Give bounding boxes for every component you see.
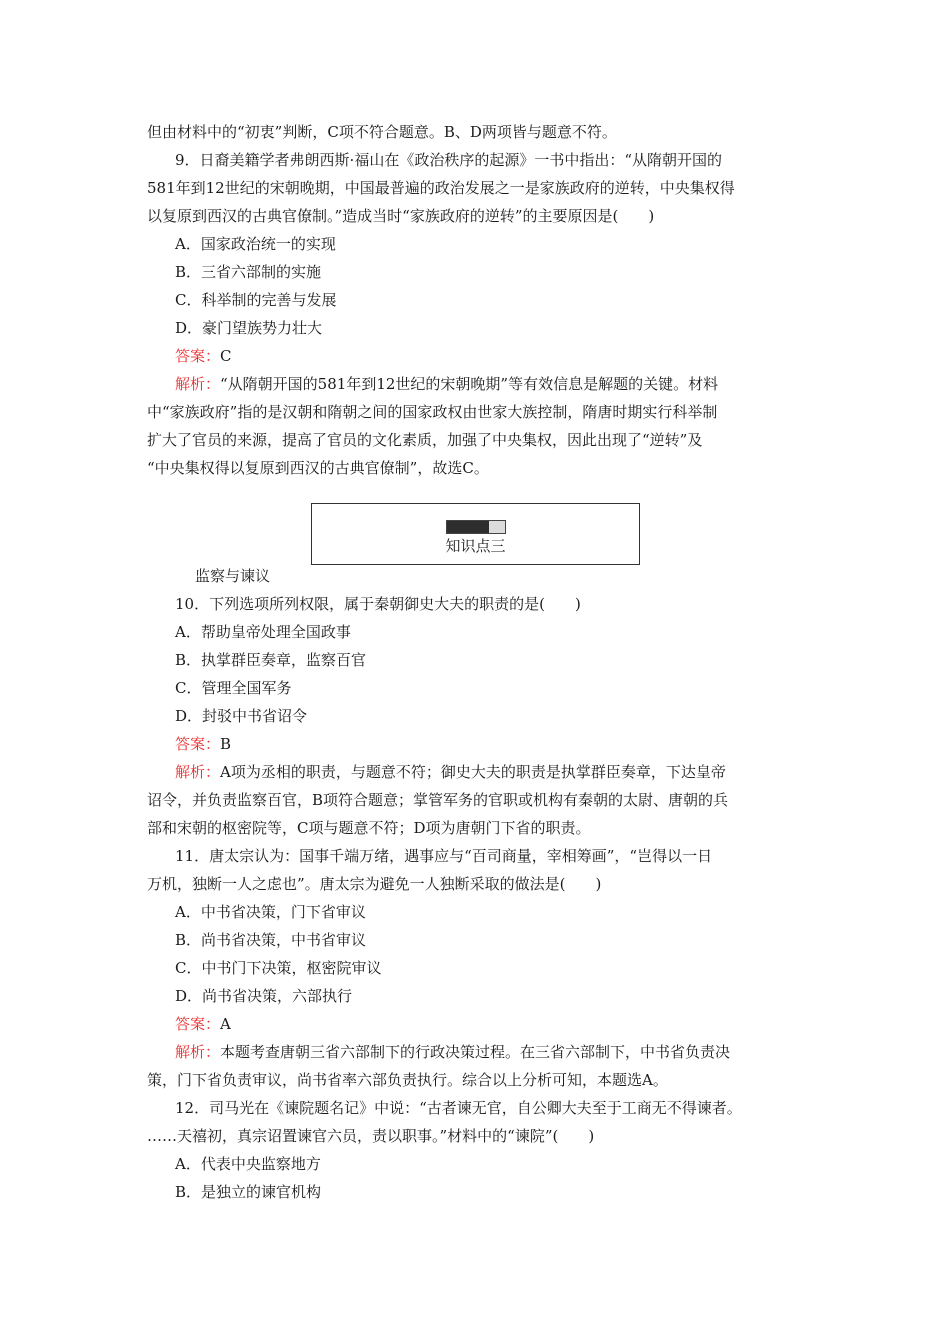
knowledge-point-title: 知识点三 [445, 537, 506, 555]
answer-label: 答案： [175, 735, 221, 753]
knowledge-point-bar-fill [447, 521, 489, 533]
q9-analysis-line [175, 374, 835, 394]
q11-option-d: D．尚书省决策，六部执行 [175, 987, 353, 1005]
q9-analysis-line: “中央集权得以复原到西汉的古典官僚制”，故选C。 [147, 459, 489, 477]
answer-label: 答案： [175, 1015, 221, 1033]
q10-option-c: C．管理全国军务 [175, 679, 292, 697]
q11-option-b: B．尚书省决策，中书省审议 [175, 931, 367, 949]
answer-label: 答案： [175, 347, 221, 365]
q12-stem-line: ……天禧初，真宗诏置谏官六员，责以职事。”材料中的“谏院”( ) [147, 1127, 595, 1145]
q11-analysis-line: 策，门下省负责审议，尚书省率六部负责执行。综合以上分析可知，本题选A。 [147, 1071, 668, 1089]
q10-option-a: A．帮助皇帝处理全国政事 [175, 623, 351, 641]
q9-option-d: D．豪门望族势力壮大 [175, 319, 323, 337]
q9-stem-line: 以复原到西汉的古典官僚制。”造成当时“家族政府的逆转”的主要原因是( ) [147, 207, 655, 225]
analysis-label: 解析： [175, 1043, 221, 1061]
q11-analysis-line [175, 1042, 835, 1062]
q12-stem-line: 12．司马光在《谏院题名记》中说：“古者谏无官，自公卿大夫至于工商无不得谏者。 [175, 1099, 742, 1117]
analysis-text: 本题考查唐朝三省六部制下的行政决策过程。在三省六部制下，中书省负责决 [220, 1043, 731, 1061]
q11-option-c: C．中书门下决策，枢密院审议 [175, 959, 382, 977]
q9-option-c: C．科举制的完善与发展 [175, 291, 337, 309]
analysis-label: 解析： [175, 375, 221, 393]
knowledge-point-bar [446, 520, 506, 534]
q9-answer [175, 346, 835, 366]
analysis-label: 解析： [175, 763, 221, 781]
q9-stem-line: 9．日裔美籍学者弗朗西斯·福山在《政治秩序的起源》一书中指出：“从隋朝开国的 [175, 151, 722, 169]
q11-stem-line: 11．唐太宗认为：国事千端万绪，遇事应与“百司商量，宰相筹画”，“岂得以一日 [175, 847, 713, 865]
q10-option-d: D．封驳中书省诏令 [175, 707, 308, 725]
q11-option-a: A．中书省决策，门下省审议 [175, 903, 366, 921]
analysis-text: A项为丞相的职责，与题意不符；御史大夫的职责是执掌群臣奏章，下达皇帝 [220, 763, 726, 781]
knowledge-point-box [311, 503, 640, 565]
q9-stem-line: 581年到12世纪的宋朝晚期，中国最普遍的政治发展之一是家族政府的逆转，中央集权得 [147, 179, 735, 197]
analysis-text: “从隋朝开国的581年到12世纪的宋朝晚期”等有效信息是解题的关键。材料 [220, 375, 719, 393]
q10-stem-line: 10．下列选项所列权限，属于秦朝御史大夫的职责的是( ) [175, 595, 581, 613]
q10-option-b: B．执掌群臣奏章，监察百官 [175, 651, 367, 669]
q9-analysis-line: 扩大了官员的来源，提高了官员的文化素质，加强了中央集权，因此出现了“逆转”及 [147, 431, 703, 449]
q9-analysis-line: 中“家族政府”指的是汉朝和隋朝之间的国家政权由世家大族控制，隋唐时期实行科举制 [147, 403, 718, 421]
q12-option-a: A．代表中央监察地方 [175, 1155, 321, 1173]
answer-value: A [220, 1015, 231, 1033]
q11-stem-line: 万机，独断一人之虑也”。唐太宗为避免一人独断采取的做法是( ) [147, 875, 602, 893]
q9-option-a: A．国家政治统一的实现 [175, 235, 336, 253]
q10-answer [175, 734, 835, 754]
q12-option-b: B．是独立的谏官机构 [175, 1183, 322, 1201]
q10-analysis-line: 部和宋朝的枢密院等，C项与题意不符；D项为唐朝门下省的职责。 [147, 819, 591, 837]
answer-value: C [220, 347, 232, 365]
q10-analysis-line [175, 762, 835, 782]
q10-analysis-line: 诏令，并负责监察百官，B项符合题意；掌管军务的官职或机构有秦朝的太尉、唐朝的兵 [147, 791, 729, 809]
section-subtitle: 监察与谏议 [195, 567, 271, 585]
q9-option-b: B．三省六部制的实施 [175, 263, 322, 281]
q11-answer [175, 1014, 835, 1034]
intro-line: 但由材料中的“初衷”判断，C项不符合题意。B、D两项皆与题意不符。 [147, 123, 617, 141]
answer-value: B [220, 735, 232, 753]
